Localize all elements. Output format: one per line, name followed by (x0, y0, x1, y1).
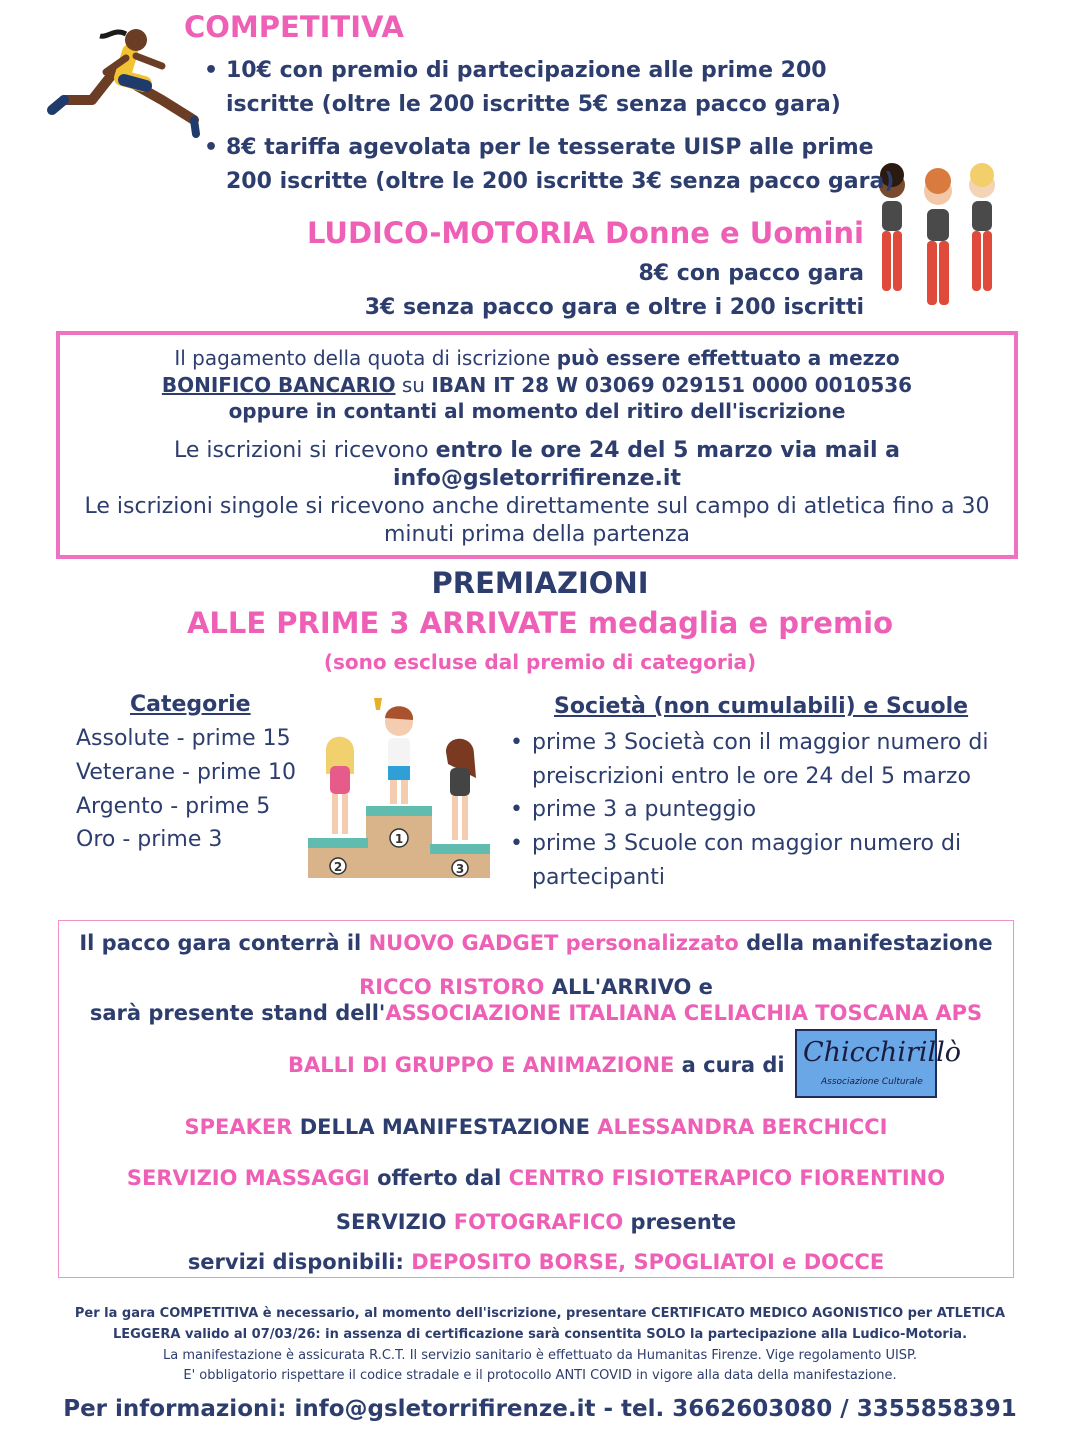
societa-heading: Società (non cumulabili) e Scuole (554, 694, 969, 719)
bullet-dot: • (510, 730, 523, 755)
payment-email: info@gsletorrifirenze.it (393, 466, 681, 491)
premiazioni-title: PREMIAZIONI (431, 566, 649, 600)
bullet-line: 200 iscritte (oltre le 200 iscritte 3€ senza pacco gara) (226, 169, 895, 194)
ludico-price-2: 3€ senza pacco gara e oltre i 200 iscritti (364, 295, 864, 320)
payment-line-2 (60, 372, 1014, 398)
pacco-highlight: ALESSANDRA BERCHICCI (597, 1115, 888, 1139)
pacco-text: ALL'ARRIVO e (544, 975, 713, 999)
premiazioni-subtitle: ALLE PRIME 3 ARRIVATE medaglia e premio (186, 606, 894, 640)
pacco-text: della manifestazione (738, 931, 993, 955)
competitiva-title: COMPETITIVA (184, 10, 404, 44)
pacco-highlight: FOTOGRAFICO (453, 1210, 624, 1234)
societa-line: prime 3 Società con il maggior numero di (532, 730, 989, 755)
iban: IBAN IT 28 W 03069 029151 0000 0010536 (431, 373, 913, 397)
bullet-line: iscritte (oltre le 200 iscritte 5€ senza pacco gara) (226, 92, 841, 117)
categoria-item: Argento - prime 5 (76, 794, 271, 819)
runner-illustration (44, 22, 204, 144)
logo-subtext: Associazione Culturale (821, 1077, 923, 1087)
societa-item (510, 793, 1010, 827)
competitiva-bullet-1 (204, 54, 841, 122)
categorie-heading: Categorie (130, 692, 251, 717)
bullet-line: 10€ con premio di partecipazione alle prime 200 (226, 58, 827, 83)
bullet-dot: • (510, 831, 523, 856)
contact-info: Per informazioni: info@gsletorrifirenze.it - tel. 3662603080 / 3355858391 (63, 1396, 1017, 1422)
payment-line-1 (60, 345, 1014, 371)
podium-illustration (302, 694, 498, 884)
footer-line-1: Per la gara COMPETITIVA è necessario, al momento dell'iscrizione, presentare CERTIFICATO MEDICO AGONISTICO per ATLETICA (74, 1306, 1006, 1321)
payment-text: può essere effettuato a mezzo (556, 346, 900, 370)
pacco-line-3 (59, 1001, 1013, 1025)
pacco-highlight: RICCO RISTORO (359, 975, 545, 999)
pacco-highlight: SPEAKER (184, 1115, 293, 1139)
payment-line-7: minuti prima della partenza (383, 522, 690, 547)
bullet-dot: • (510, 797, 523, 822)
podium-number-1: 1 (394, 832, 404, 846)
pacco-highlight: SERVIZIO MASSAGGI (126, 1166, 370, 1190)
pacco-text: a cura di (674, 1053, 785, 1077)
societa-line: prime 3 Scuole con maggior numero di (532, 831, 962, 856)
pacco-line-2 (59, 975, 1013, 999)
footer-line-4: E' obbligatorio rispettare il codice stradale e il protocollo ANTI COVID in vigore alla data della manifestazione. (183, 1368, 897, 1383)
pacco-line-1 (59, 931, 1013, 955)
pacco-text: Il pacco gara conterrà il (79, 931, 369, 955)
logo-text: Chicchirillò (803, 1037, 962, 1068)
pacco-highlight: NUOVO GADGET personalizzato (368, 931, 739, 955)
payment-text: entro le ore 24 del 5 marzo via mail a (435, 438, 901, 463)
competitiva-bullet-2 (204, 131, 894, 199)
payment-line-3: oppure in contanti al momento del ritiro dell'iscrizione (228, 399, 846, 423)
bullet-dot: • (204, 58, 219, 83)
pacco-highlight: ASSOCIAZIONE ITALIANA CELIACHIA TOSCANA APS (385, 1001, 983, 1025)
payment-text: su (395, 373, 432, 397)
payment-line-4 (60, 438, 1014, 464)
pacco-line-8 (59, 1250, 1013, 1274)
footer-line-3: La manifestazione è assicurata R.C.T. Il servizio sanitario è effettuato da Humanitas Firenze. Vige regolamento UISP. (162, 1348, 917, 1363)
societa-item (510, 726, 1010, 794)
podium-number-3: 3 (455, 862, 465, 876)
societa-line: partecipanti (532, 865, 665, 890)
footer-line-2: LEGGERA valido al 07/03/26: in assenza di certificazione sarà consentita SOLO la partecipazione alla Ludico-Motoria. (112, 1327, 968, 1342)
bullet-dot: • (204, 135, 219, 160)
payment-text: Le iscrizioni si ricevono (173, 438, 436, 463)
bonifico-label: BONIFICO BANCARIO (161, 373, 396, 397)
categoria-item: Veterane - prime 10 (76, 760, 297, 785)
pacco-highlight: DEPOSITO BORSE, SPOGLIATOI e DOCCE (411, 1250, 885, 1274)
ludico-title: LUDICO-MOTORIA Donne e Uomini (306, 216, 864, 250)
pacco-line-4 (288, 1053, 808, 1077)
pacco-text: DELLA MANIFESTAZIONE (292, 1115, 598, 1139)
ludico-price-1: 8€ con pacco gara (638, 261, 864, 286)
pacco-line-5 (59, 1115, 1013, 1139)
bullet-line: 8€ tariffa agevolata per le tesserate UISP alle prime (226, 135, 874, 160)
premiazioni-note: (sono escluse dal premio di categoria) (323, 650, 757, 674)
societa-line: prime 3 a punteggio (532, 797, 757, 822)
pacco-highlight: CENTRO FISIOTERAPICO FIORENTINO (508, 1166, 946, 1190)
pacco-text: offerto dal (369, 1166, 509, 1190)
podium-number-2: 2 (333, 860, 343, 874)
payment-text: Il pagamento della quota di iscrizione (174, 346, 557, 370)
categoria-item: Assolute - prime 15 (76, 726, 291, 751)
payment-info-box (56, 331, 1018, 559)
pacco-text: presente (623, 1210, 737, 1234)
categoria-item: Oro - prime 3 (76, 827, 223, 852)
pacco-text: SERVIZIO (335, 1210, 454, 1234)
pacco-line-6 (59, 1166, 1013, 1190)
pacco-highlight: BALLI DI GRUPPO E ANIMAZIONE (288, 1053, 675, 1077)
payment-line-6: Le iscrizioni singole si ricevono anche direttamente sul campo di atletica fino a 30 (84, 494, 990, 519)
chicchirillo-logo (795, 1029, 962, 1098)
pacco-gara-box (58, 920, 1014, 1278)
societa-item (510, 827, 1010, 895)
pacco-line-7 (59, 1210, 1013, 1234)
societa-line: preiscrizioni entro le ore 24 del 5 marzo (532, 764, 971, 789)
pacco-text: servizi disponibili: (187, 1250, 412, 1274)
pacco-text: sarà presente stand dell' (89, 1001, 386, 1025)
